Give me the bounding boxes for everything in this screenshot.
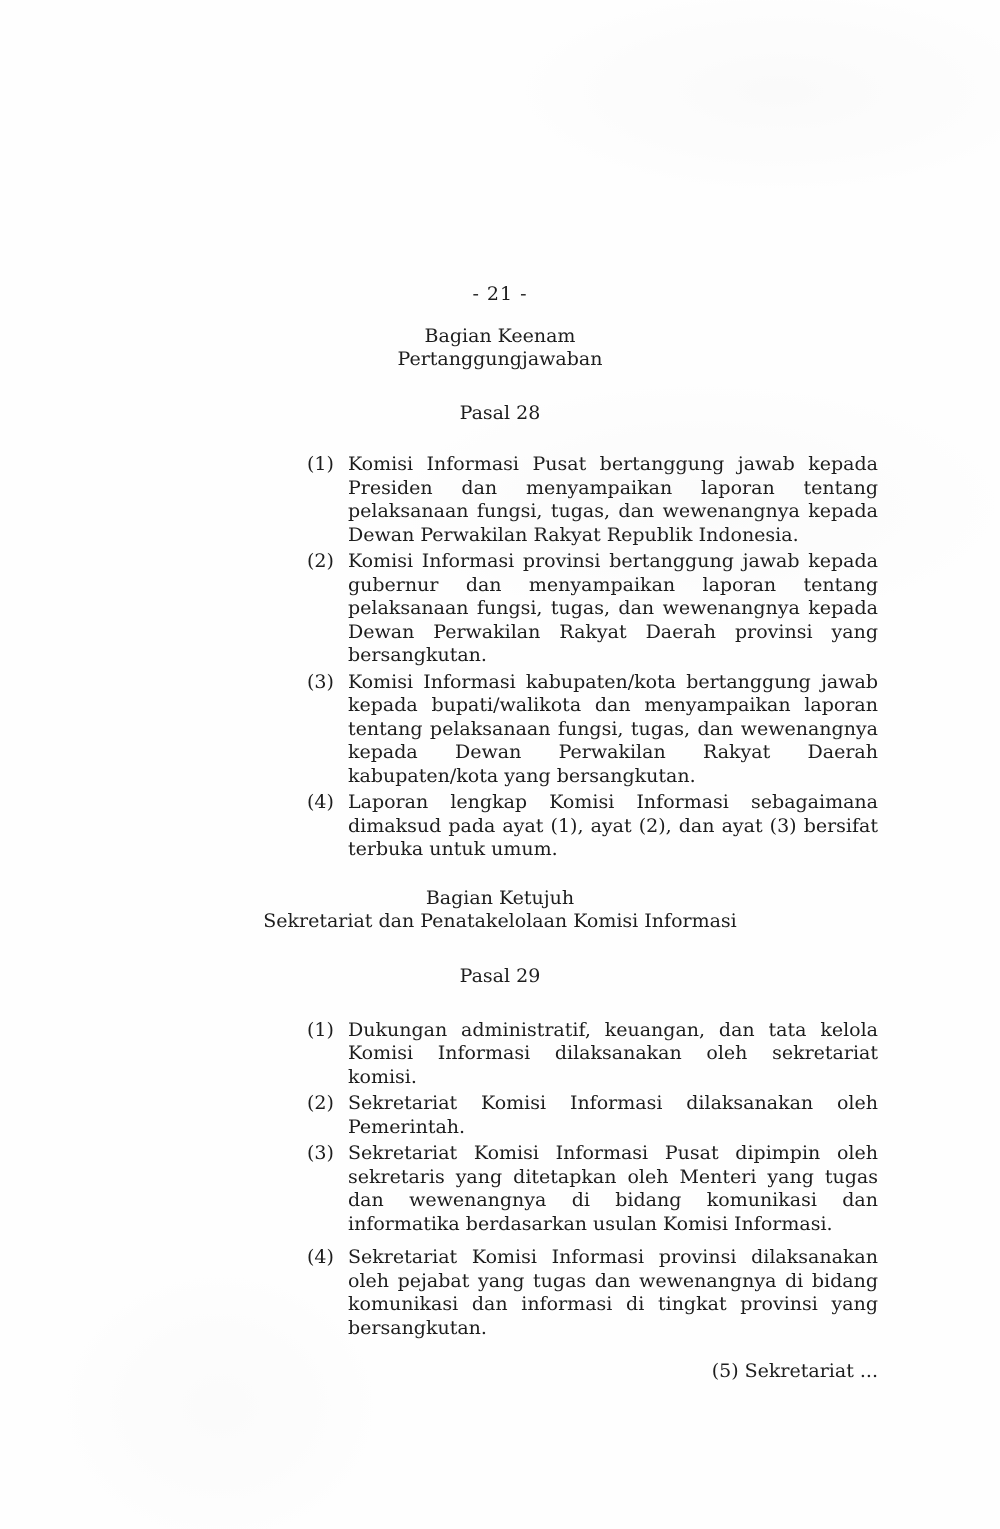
item-text: Sekretariat Komisi Informasi dilaksanakan oleh Pemerintah.: [348, 1092, 878, 1138]
section-title: Bagian Ketujuh: [425, 886, 575, 909]
item-marker: (1): [307, 453, 334, 475]
item-marker: (3): [307, 670, 334, 693]
pasal-29-items: [307, 1019, 878, 1344]
item-marker: (1): [307, 1018, 334, 1041]
item-text: Sekretariat Komisi Informasi Pusat dipimpin oleh sekretaris yang ditetapkan oleh Menteri yang tugas dan wewenangnya di bidang komunikasi dan informatika berdasarkan usulan Komisi Informasi.: [348, 1142, 878, 1235]
list-item: [307, 453, 878, 547]
item-text: Sekretariat Komisi Informasi provinsi dilaksanakan oleh pejabat yang tugas dan wewenangnya di bidang komunikasi dan informasi di tingkat provinsi yang bersangkutan.: [348, 1246, 878, 1339]
list-item: [307, 671, 878, 789]
page-number: - 21 -: [472, 283, 528, 305]
item-marker: (2): [307, 550, 334, 572]
section-ketujuh-heading: [0, 887, 1000, 933]
article-title-pasal-29: Pasal 29: [459, 964, 541, 987]
item-text: Komisi Informasi Pusat bertanggung jawab kepada Presiden dan menyampaikan laporan tentang pelaksanaan fungsi, tugas, dan wewenangnya kepada Dewan Perwakilan Rakyat Republik Indonesia.: [348, 453, 878, 546]
item-text: Komisi Informasi provinsi bertanggung jawab kepada gubernur dan menyampaikan laporan tentang pelaksanaan fungsi, tugas, dan wewenangnya kepada Dewan Perwakilan Rakyat Daerah provinsi yang bersangkutan.: [348, 550, 878, 666]
list-item: [307, 1246, 878, 1340]
list-item: [307, 791, 878, 862]
list-item: [307, 550, 878, 668]
item-text: Dukungan administratif, keuangan, dan tata kelola Komisi Informasi dilaksanakan oleh sekretariat komisi.: [348, 1018, 878, 1088]
section-keenam-heading: [0, 325, 1000, 371]
section-subtitle: Sekretariat dan Penatakelolaan Komisi Informasi: [263, 909, 737, 932]
item-text: Komisi Informasi kabupaten/kota bertanggung jawab kepada bupati/walikota dan menyampaikan laporan tentang pelaksanaan fungsi, tugas, dan wewenangnya kepada Dewan Perwakilan Rakyat Daerah kabupaten/kota yang bersangkutan.: [348, 670, 878, 787]
list-item: [307, 1142, 878, 1236]
list-item: [307, 1092, 878, 1139]
pasal-28-items: [307, 453, 878, 865]
item-text: Laporan lengkap Komisi Informasi sebagaimana dimaksud pada ayat (1), ayat (2), dan ayat (3) bersifat terbuka untuk umum.: [348, 791, 878, 860]
list-item: [307, 1019, 878, 1090]
item-marker: (3): [307, 1142, 334, 1164]
catchword-next-page: (5) Sekretariat ...: [711, 1360, 878, 1382]
article-title-pasal-28: Pasal 28: [459, 402, 541, 424]
item-marker: (2): [307, 1092, 334, 1114]
section-subtitle: Pertanggungjawaban: [397, 348, 603, 370]
item-marker: (4): [307, 1246, 334, 1268]
item-marker: (4): [307, 791, 334, 813]
section-title: Bagian Keenam: [424, 325, 576, 347]
